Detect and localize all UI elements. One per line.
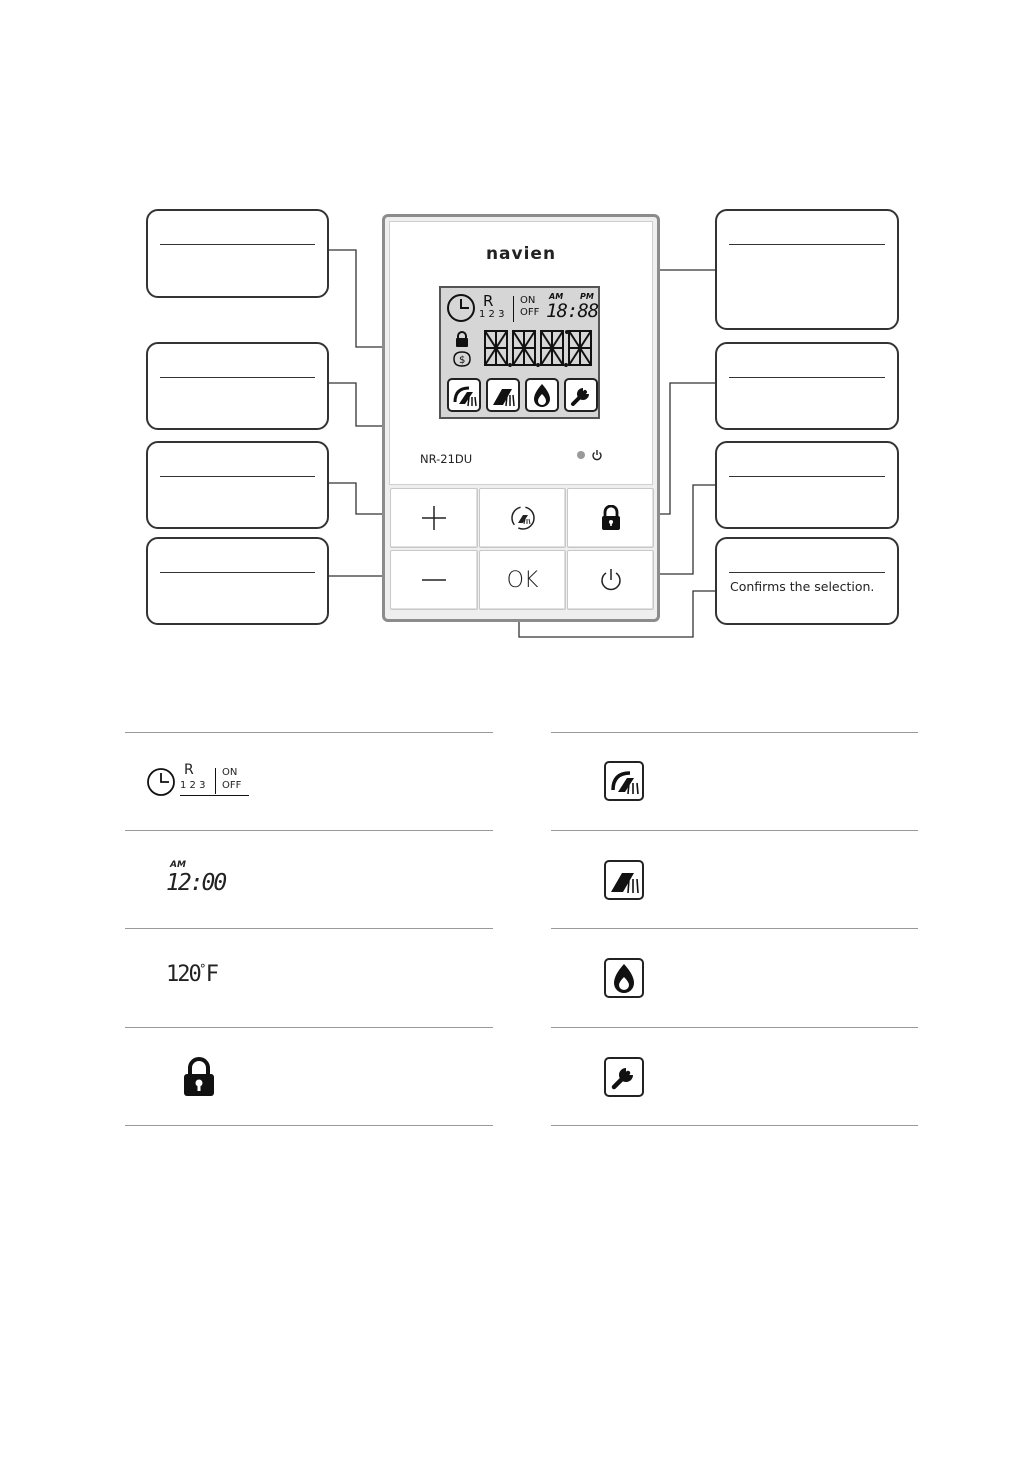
lcd-r-numbers: 1 2 3 [479, 309, 505, 320]
callout-power-led [715, 209, 899, 330]
legend-right-rule-4 [551, 1125, 918, 1126]
legend-unit: F [205, 962, 219, 987]
lcd-recirculation-icon [447, 378, 481, 412]
legend-temp: 120 [166, 962, 200, 987]
legend-left-rule-3 [125, 1027, 493, 1028]
legend-temperature-display [166, 962, 236, 996]
legend-r-label: R [184, 762, 194, 778]
lcd-on: ON [520, 295, 536, 306]
lcd-clock-digits: 18:88 [546, 300, 599, 322]
minus-button[interactable] [390, 550, 478, 610]
segment-digits [483, 329, 599, 369]
legend-wrench-icon [604, 1057, 644, 1097]
lock-button[interactable] [567, 488, 654, 548]
legend-right-rule-3 [551, 1027, 918, 1028]
legend-am: AM [170, 860, 186, 870]
legend-left-rule-4 [125, 1125, 493, 1126]
callout-ok-button [715, 537, 899, 625]
plus-button[interactable] [390, 488, 478, 548]
lcd-shower-icon [486, 378, 520, 412]
legend-lock-icon [182, 1057, 216, 1097]
brand-logo: navien [485, 244, 557, 264]
legend-r-numbers: 1 2 3 [180, 780, 206, 791]
legend-right-rule-0 [551, 732, 918, 733]
legend-right-rule-1 [551, 830, 918, 831]
callout-power-button [715, 441, 899, 529]
legend-left-rule-2 [125, 928, 493, 929]
power-led-icon [591, 449, 603, 461]
legend-clock-display [166, 860, 236, 900]
lcd-wrench-icon [564, 378, 598, 412]
callout-lock-button [715, 342, 899, 430]
ok-description: Confirms the selection. [730, 579, 875, 594]
legend-left-rule-1 [125, 830, 493, 831]
ok-button-label: OK [506, 567, 539, 593]
legend-degree: ° [199, 962, 206, 976]
savings-dollar: $ [459, 355, 466, 366]
power-button[interactable] [567, 550, 654, 610]
power-icon [598, 567, 624, 593]
lcd-pm: PM [580, 292, 594, 301]
mode-button[interactable] [479, 488, 566, 548]
legend-off: OFF [222, 780, 242, 791]
lcd-am: AM [549, 292, 564, 301]
legend-timer-schedule [146, 764, 250, 798]
legend-underline [180, 795, 249, 796]
timer-schedule-icon [146, 766, 178, 798]
lcd-r-label: R [483, 292, 494, 310]
savings-icon [451, 349, 473, 369]
callout-plus-button [146, 441, 329, 529]
power-led [577, 451, 585, 459]
legend-left-rule-0 [125, 732, 493, 733]
lcd-flame-icon [525, 378, 559, 412]
callout-lock-indicator [146, 209, 329, 298]
legend-recirculation-icon [604, 761, 644, 801]
lcd-display [439, 286, 600, 419]
model-number: NR-21DU [420, 452, 473, 466]
shower-cycle-icon [509, 504, 537, 532]
lcd-divider [513, 296, 514, 322]
timer-icon [446, 293, 478, 325]
lock-indicator-icon [454, 331, 470, 347]
plus-icon [421, 505, 447, 531]
lcd-off: OFF [520, 307, 540, 318]
legend-shower-icon [604, 860, 644, 900]
lock-icon [600, 505, 622, 531]
minus-icon [421, 578, 447, 582]
legend-time: 12:00 [166, 870, 226, 896]
legend-right-rule-2 [551, 928, 918, 929]
legend-flame-icon [604, 958, 644, 998]
legend-divider [215, 768, 216, 794]
callout-mode-button [146, 342, 329, 430]
ok-button[interactable] [479, 550, 566, 610]
legend-on: ON [222, 767, 238, 778]
callout-minus-button [146, 537, 329, 625]
